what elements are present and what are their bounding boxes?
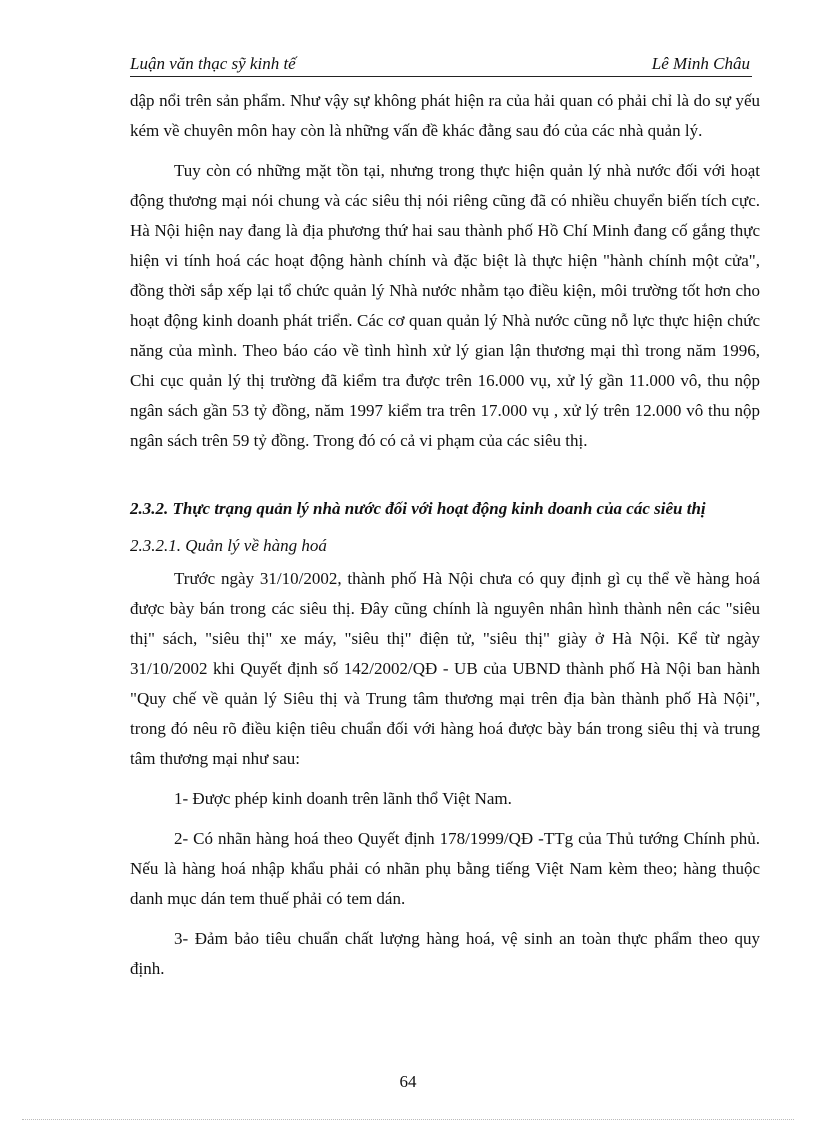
- list-item-1: 1- Được phép kinh doanh trên lãnh thổ Việt Nam.: [174, 789, 512, 808]
- list-item-2: 2- Có nhãn hàng hoá theo Quyết định 178/1999/QĐ -TTg của Thủ tướng Chính phủ. Nếu là hàng hoá nhập khẩu phải có nhãn phụ bằng tiếng Việt Nam kèm theo; hàng thuộc danh mục dán tem thuế phải có tem dán.: [130, 829, 760, 908]
- running-header: [130, 52, 752, 77]
- subsection-heading: 2.3.2.1. Quản lý về hàng hoá: [130, 536, 327, 555]
- paragraph-goods-regulation: Trước ngày 31/10/2002, thành phố Hà Nội chưa có quy định gì cụ thể về hàng hoá được bày bán trong các siêu thị. Đây cũng chính là nguyên nhân hình thành nên các "siêu thị" sách, "siêu thị" xe máy, "siêu thị" điện tử, "siêu thị" giày ở Hà Nội. Kể từ ngày 31/10/2002 khi Quyết định số 142/2002/QĐ - UB của UBND thành phố Hà Nội ban hành "Quy chế về quản lý Siêu thị và Trung tâm thương mại trên địa bàn thành phố Hà Nội", trong đó nêu rõ điều kiện tiêu chuẩn đối với hàng hoá được bày bán trong siêu thị và trung tâm thương mại như sau:: [130, 569, 760, 768]
- section-heading: 2.3.2. Thực trạng quản lý nhà nước đối với hoạt động kinh doanh của các siêu thị: [130, 499, 706, 518]
- header-author: Lê Minh Châu: [651, 54, 750, 73]
- list-item-3: 3- Đảm bảo tiêu chuẩn chất lượng hàng hoá, vệ sinh an toàn thực phẩm theo quy định.: [130, 929, 760, 978]
- header-thesis-title: Luận văn thạc sỹ kinh tế: [130, 54, 296, 73]
- paragraph-management-progress: Tuy còn có những mặt tồn tại, nhưng trong thực hiện quản lý nhà nước đối với hoạt động thương mại nói chung và các siêu thị nói riêng cũng đã có nhiều chuyển biến tích cực. Hà Nội hiện nay đang là địa phương thứ hai sau thành phố Hồ Chí Minh đang cố gắng thực hiện vi tính hoá các hoạt động hành chính và đặc biệt là thực hiện "hành chính một cửa", đồng thời sắp xếp lại tổ chức quản lý Nhà nước nhằm tạo điều kiện, môi trường tốt hơn cho hoạt động kinh doanh phát triển. Các cơ quan quản lý Nhà nước cũng nỗ lực thực hiện chức năng của mình. Theo báo cáo về tình hình xử lý gian lận thương mại thì trong năm 1996, Chi cục quản lý thị trường đã kiểm tra được trên 16.000 vụ, xử lý gần 11.000 vô, thu nộp ngân sách gần 53 tỷ đồng, năm 1997 kiểm tra trên 17.000 vụ , xử lý trên 12.000 vô thu nộp ngân sách trên 59 tỷ đồng. Trong đó có cả vi phạm của các siêu thị.: [130, 161, 760, 450]
- document-body: [130, 86, 760, 984]
- page-bottom-divider: [22, 1119, 794, 1120]
- paragraph-continuation: dập nổi trên sản phẩm. Như vậy sự không phát hiện ra của hải quan có phải chỉ là do sự yếu kém về chuyên môn hay còn là những vấn đề khác đằng sau đó của các nhà quản lý.: [130, 91, 760, 140]
- page-number: 64: [399, 1072, 417, 1091]
